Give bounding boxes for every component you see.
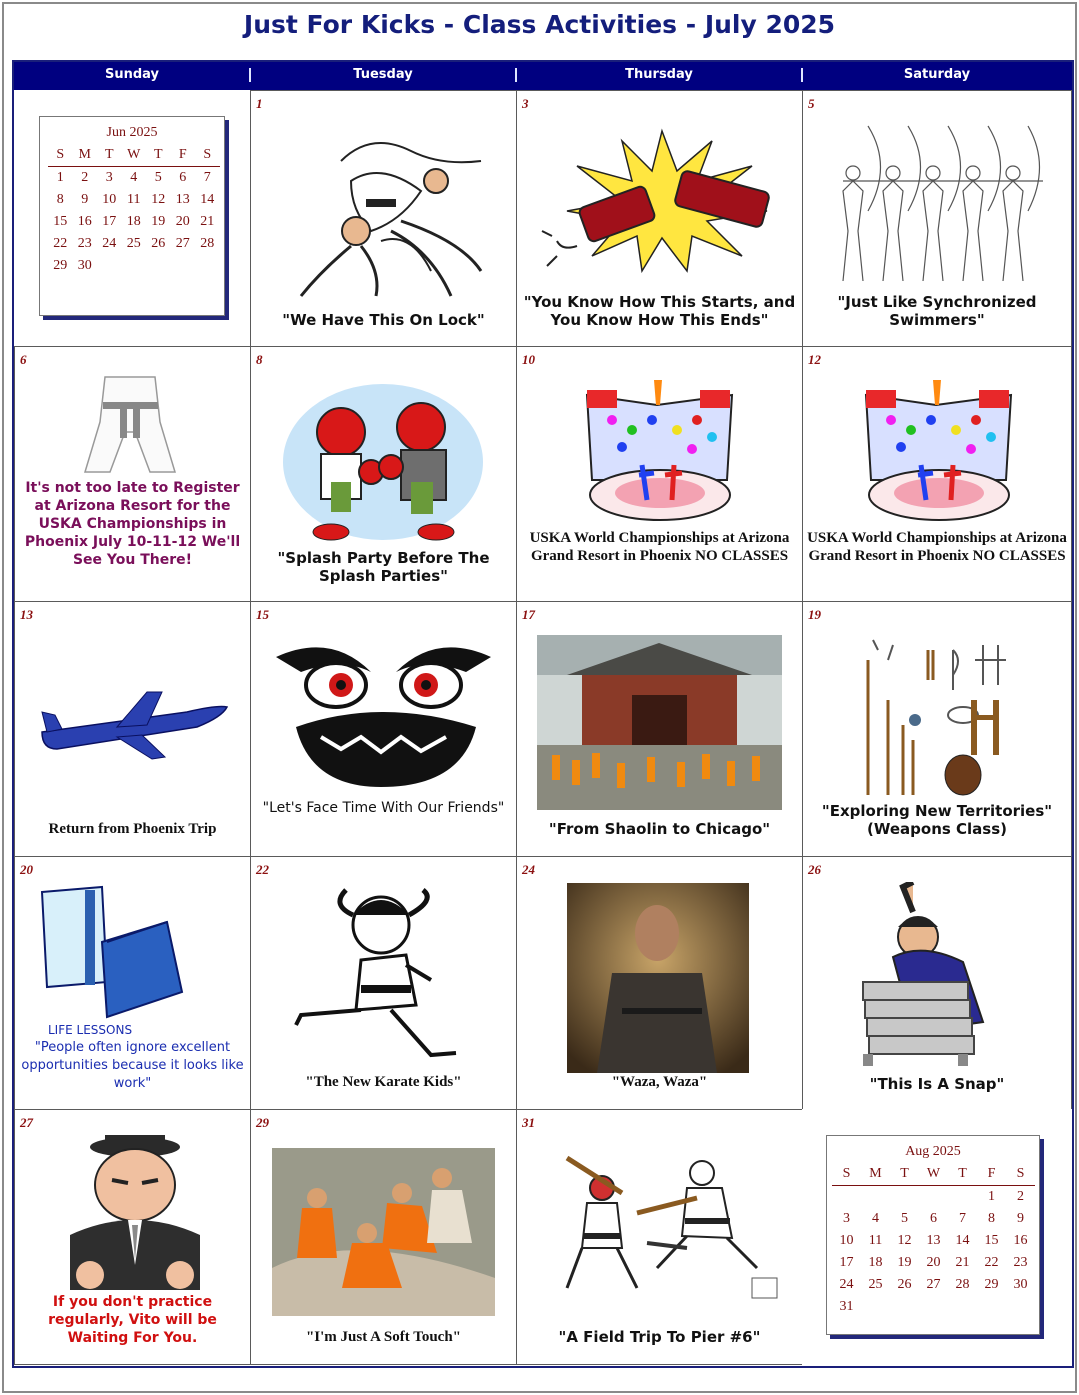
calendar-day[interactable]: 20 bbox=[926, 1255, 941, 1270]
cell-day-17 bbox=[516, 601, 803, 857]
cell-day-19 bbox=[802, 601, 1072, 857]
blank-day bbox=[919, 1189, 948, 1205]
calendar-day[interactable]: 20 bbox=[175, 214, 190, 229]
day-number: 22 bbox=[256, 862, 269, 877]
weekday-label: M bbox=[869, 1166, 882, 1181]
calendar-day[interactable]: 24 bbox=[839, 1277, 854, 1292]
cell-day-26 bbox=[802, 856, 1072, 1110]
vito-warning: If you don't practice regularly, Vito will be Waiting For You. bbox=[48, 1294, 217, 1346]
calendar-day[interactable]: 4 bbox=[872, 1211, 879, 1226]
stick-fighters-icon bbox=[537, 1148, 787, 1313]
event-caption: "This Is A Snap" bbox=[869, 1075, 1005, 1093]
cell-day-8 bbox=[250, 346, 517, 602]
event-caption: Return from Phoenix Trip bbox=[48, 821, 217, 837]
event-caption: "Exploring New Territories" (Weapons Class) bbox=[821, 802, 1053, 838]
weekday-label: M bbox=[78, 147, 91, 162]
calendar-day[interactable]: 1 bbox=[988, 1189, 995, 1204]
calendar-day[interactable]: 15 bbox=[53, 214, 68, 229]
calendar-day[interactable]: 28 bbox=[955, 1277, 970, 1292]
calendar-day[interactable]: 4 bbox=[130, 170, 138, 185]
header-saturday: Saturday bbox=[903, 67, 971, 82]
weekday-label: T bbox=[958, 1166, 967, 1181]
calendar-day[interactable]: 18 bbox=[868, 1255, 883, 1270]
header-tuesday: Tuesday bbox=[353, 67, 413, 82]
calendar-day[interactable]: 2 bbox=[81, 170, 89, 185]
calendar-day[interactable]: 22 bbox=[53, 236, 68, 251]
calendar-day[interactable]: 27 bbox=[926, 1277, 941, 1292]
life-lessons-quote: "People often ignore excellent opportunities because it looks like work" bbox=[21, 1040, 244, 1091]
calendar-day[interactable]: 14 bbox=[955, 1233, 970, 1248]
cell-day-20 bbox=[14, 856, 251, 1110]
calendar-day[interactable]: 17 bbox=[102, 214, 117, 229]
event-caption: "Just Like Synchronized Swimmers" bbox=[837, 293, 1037, 329]
calendar-day[interactable]: 6 bbox=[179, 170, 187, 185]
archers-sketch-icon bbox=[823, 121, 1053, 291]
weekday-label: F bbox=[178, 147, 187, 162]
blank-day bbox=[861, 1189, 890, 1205]
cell-day-6 bbox=[14, 346, 251, 602]
cell-june-calendar bbox=[14, 90, 251, 346]
cell-day-24 bbox=[516, 856, 803, 1110]
calendar-day[interactable]: 13 bbox=[175, 192, 190, 207]
calendar-day[interactable]: 16 bbox=[77, 214, 92, 229]
calendar-day[interactable]: 3 bbox=[843, 1211, 850, 1226]
calendar-day[interactable]: 2 bbox=[1017, 1189, 1024, 1204]
day-number: 24 bbox=[522, 862, 535, 877]
calendar-day[interactable]: 21 bbox=[955, 1255, 970, 1270]
mini-calendar-title: Aug 2025 bbox=[905, 1144, 961, 1159]
cell-day-5 bbox=[802, 90, 1072, 347]
calendar-day[interactable]: 22 bbox=[984, 1255, 999, 1270]
judo-throw-icon bbox=[281, 121, 491, 306]
calendar-day[interactable]: 16 bbox=[1013, 1233, 1028, 1248]
calendar-day[interactable]: 19 bbox=[897, 1255, 912, 1270]
weekday-label: T bbox=[104, 147, 114, 162]
event-caption: "Splash Party Before The Splash Parties" bbox=[277, 549, 490, 585]
day-number: 31 bbox=[522, 1115, 535, 1130]
day-number: 19 bbox=[808, 607, 821, 622]
event-caption: "A Field Trip To Pier #6" bbox=[558, 1328, 761, 1346]
event-caption: "Waza, Waza" bbox=[611, 1074, 708, 1090]
board-break-icon bbox=[853, 882, 1023, 1067]
weekday-label: S bbox=[56, 147, 65, 162]
event-caption: "We Have This On Lock" bbox=[282, 311, 485, 329]
day-number: 3 bbox=[522, 96, 529, 111]
calendar-day[interactable]: 5 bbox=[154, 170, 162, 185]
calendar-day[interactable]: 26 bbox=[151, 236, 166, 251]
mini-calendar-june bbox=[39, 116, 225, 316]
day-number: 26 bbox=[808, 862, 821, 877]
day-number: 1 bbox=[256, 96, 263, 111]
angry-face-icon bbox=[271, 627, 496, 797]
mini-calendar-title: Jun 2025 bbox=[106, 125, 158, 140]
cell-day-1 bbox=[250, 90, 517, 347]
calendar-day[interactable]: 17 bbox=[839, 1255, 854, 1270]
mini-calendar-weekdays bbox=[48, 147, 220, 167]
blank-day bbox=[832, 1189, 861, 1205]
calendar-day[interactable]: 29 bbox=[53, 258, 68, 273]
calendar-day[interactable]: 6 bbox=[930, 1211, 937, 1226]
weekday-label: W bbox=[926, 1166, 941, 1181]
weekday-label: S bbox=[203, 147, 212, 162]
blank-day bbox=[948, 1189, 977, 1205]
calendar-day[interactable]: 18 bbox=[126, 214, 141, 229]
registration-notice: It's not too late to Register at Arizona Resort for the USKA Championships in Phoenix July 10-11-12 We'll See You There! bbox=[24, 480, 241, 568]
arena-icon bbox=[582, 375, 737, 525]
weapons-chart-icon bbox=[853, 630, 1023, 800]
weekday-label: F bbox=[987, 1166, 996, 1181]
calendar-day[interactable]: 13 bbox=[926, 1233, 941, 1248]
day-number: 15 bbox=[256, 607, 269, 622]
cell-day-22 bbox=[250, 856, 517, 1110]
cell-day-10 bbox=[516, 346, 803, 602]
calendar-day[interactable]: 15 bbox=[984, 1233, 999, 1248]
shaolin-temple-photo bbox=[537, 635, 782, 810]
day-number: 6 bbox=[20, 352, 27, 367]
calendar-day[interactable]: 8 bbox=[988, 1211, 995, 1226]
calendar-day[interactable]: 9 bbox=[1017, 1211, 1024, 1226]
calendar-day[interactable]: 10 bbox=[102, 192, 117, 207]
day-number: 10 bbox=[522, 352, 535, 367]
life-lessons-title: LIFE LESSONS bbox=[48, 1023, 133, 1037]
day-number: 17 bbox=[522, 607, 535, 622]
calendar-day[interactable]: 10 bbox=[839, 1233, 854, 1248]
karate-stance-icon bbox=[75, 372, 185, 477]
arena-icon bbox=[861, 375, 1016, 525]
weekday-label: T bbox=[900, 1166, 909, 1181]
calendar-day[interactable]: 28 bbox=[200, 236, 215, 251]
mini-calendar-august bbox=[826, 1135, 1040, 1335]
weekday-header-row bbox=[14, 62, 1072, 90]
calendar-day[interactable]: 3 bbox=[105, 170, 113, 185]
day-number: 8 bbox=[256, 352, 263, 367]
calendar-day[interactable]: 31 bbox=[839, 1299, 854, 1314]
calendar-day[interactable]: 27 bbox=[175, 236, 190, 251]
calendar-day[interactable]: 12 bbox=[897, 1233, 912, 1248]
weekday-label: S bbox=[1016, 1166, 1025, 1181]
calendar-day[interactable]: 12 bbox=[151, 192, 166, 207]
calendar-day[interactable]: 26 bbox=[897, 1277, 912, 1292]
calendar-day[interactable]: 1 bbox=[56, 170, 64, 185]
calendar-day[interactable]: 11 bbox=[868, 1233, 883, 1248]
monks-photo bbox=[272, 1148, 495, 1316]
calendar-day[interactable]: 8 bbox=[56, 192, 64, 207]
day-number: 29 bbox=[256, 1115, 269, 1130]
mini-calendar-days bbox=[832, 1189, 1039, 1315]
calendar-day[interactable]: 25 bbox=[868, 1277, 883, 1292]
calendar-day[interactable]: 7 bbox=[959, 1211, 966, 1226]
calendar-day[interactable]: 11 bbox=[127, 192, 141, 207]
event-caption: USKA World Championships at Arizona Grand Resort in Phoenix NO CLASSES bbox=[529, 530, 790, 564]
calendar-day[interactable]: 24 bbox=[102, 236, 117, 251]
calendar-day[interactable]: 30 bbox=[77, 258, 92, 273]
mini-calendar-days bbox=[48, 170, 224, 274]
day-number: 5 bbox=[808, 96, 815, 111]
firecracker-icon bbox=[537, 126, 787, 276]
calendar-day[interactable]: 9 bbox=[81, 192, 89, 207]
cell-day-31 bbox=[516, 1109, 803, 1365]
event-caption: "From Shaolin to Chicago" bbox=[548, 820, 771, 838]
weekday-label: T bbox=[153, 147, 163, 162]
cell-day-15 bbox=[250, 601, 517, 857]
binder-icon bbox=[37, 882, 187, 1022]
calendar-day[interactable]: 21 bbox=[200, 214, 215, 229]
header-sunday: Sunday bbox=[104, 67, 160, 82]
day-number: 20 bbox=[20, 862, 33, 877]
calendar-day[interactable]: 23 bbox=[1013, 1255, 1028, 1270]
calendar-day[interactable]: 7 bbox=[203, 170, 211, 185]
blank-day bbox=[890, 1189, 919, 1205]
event-caption: "The New Karate Kids" bbox=[305, 1074, 462, 1090]
event-caption: "You Know How This Starts, and You Know How This Ends" bbox=[523, 293, 796, 329]
event-caption: "Let's Face Time With Our Friends" bbox=[262, 800, 505, 816]
weekday-label: S bbox=[842, 1166, 851, 1181]
header-thursday: Thursday bbox=[625, 67, 693, 82]
samurai-photo bbox=[567, 883, 749, 1073]
mobster-icon bbox=[60, 1135, 210, 1290]
event-caption: USKA World Championships at Arizona Grand Resort in Phoenix NO CLASSES bbox=[807, 530, 1067, 564]
calendar-day[interactable]: 30 bbox=[1013, 1277, 1028, 1292]
page-title: Just For Kicks - Class Activities - July 2025 bbox=[243, 10, 836, 39]
cell-day-3 bbox=[516, 90, 803, 347]
calendar-day[interactable]: 5 bbox=[901, 1211, 908, 1226]
mini-calendar-weekdays bbox=[832, 1166, 1035, 1186]
calendar-day[interactable]: 25 bbox=[126, 236, 141, 251]
cell-day-13 bbox=[14, 601, 251, 857]
calendar-day[interactable]: 29 bbox=[984, 1277, 999, 1292]
weekday-label: W bbox=[127, 147, 141, 162]
cell-day-29 bbox=[250, 1109, 517, 1365]
cell-day-12 bbox=[802, 346, 1072, 602]
cell-day-27 bbox=[14, 1109, 251, 1365]
airplane-icon bbox=[37, 687, 232, 762]
event-caption: "I'm Just A Soft Touch" bbox=[305, 1329, 462, 1345]
calendar-day[interactable]: 19 bbox=[151, 214, 166, 229]
sparring-kids-icon bbox=[281, 382, 486, 547]
day-number: 12 bbox=[808, 352, 821, 367]
day-number: 27 bbox=[20, 1115, 33, 1130]
karate-girl-icon bbox=[291, 885, 481, 1065]
calendar-day[interactable]: 23 bbox=[77, 236, 92, 251]
calendar-day[interactable]: 14 bbox=[200, 192, 215, 207]
cell-august-calendar bbox=[802, 1109, 1072, 1365]
day-number: 13 bbox=[20, 607, 33, 622]
